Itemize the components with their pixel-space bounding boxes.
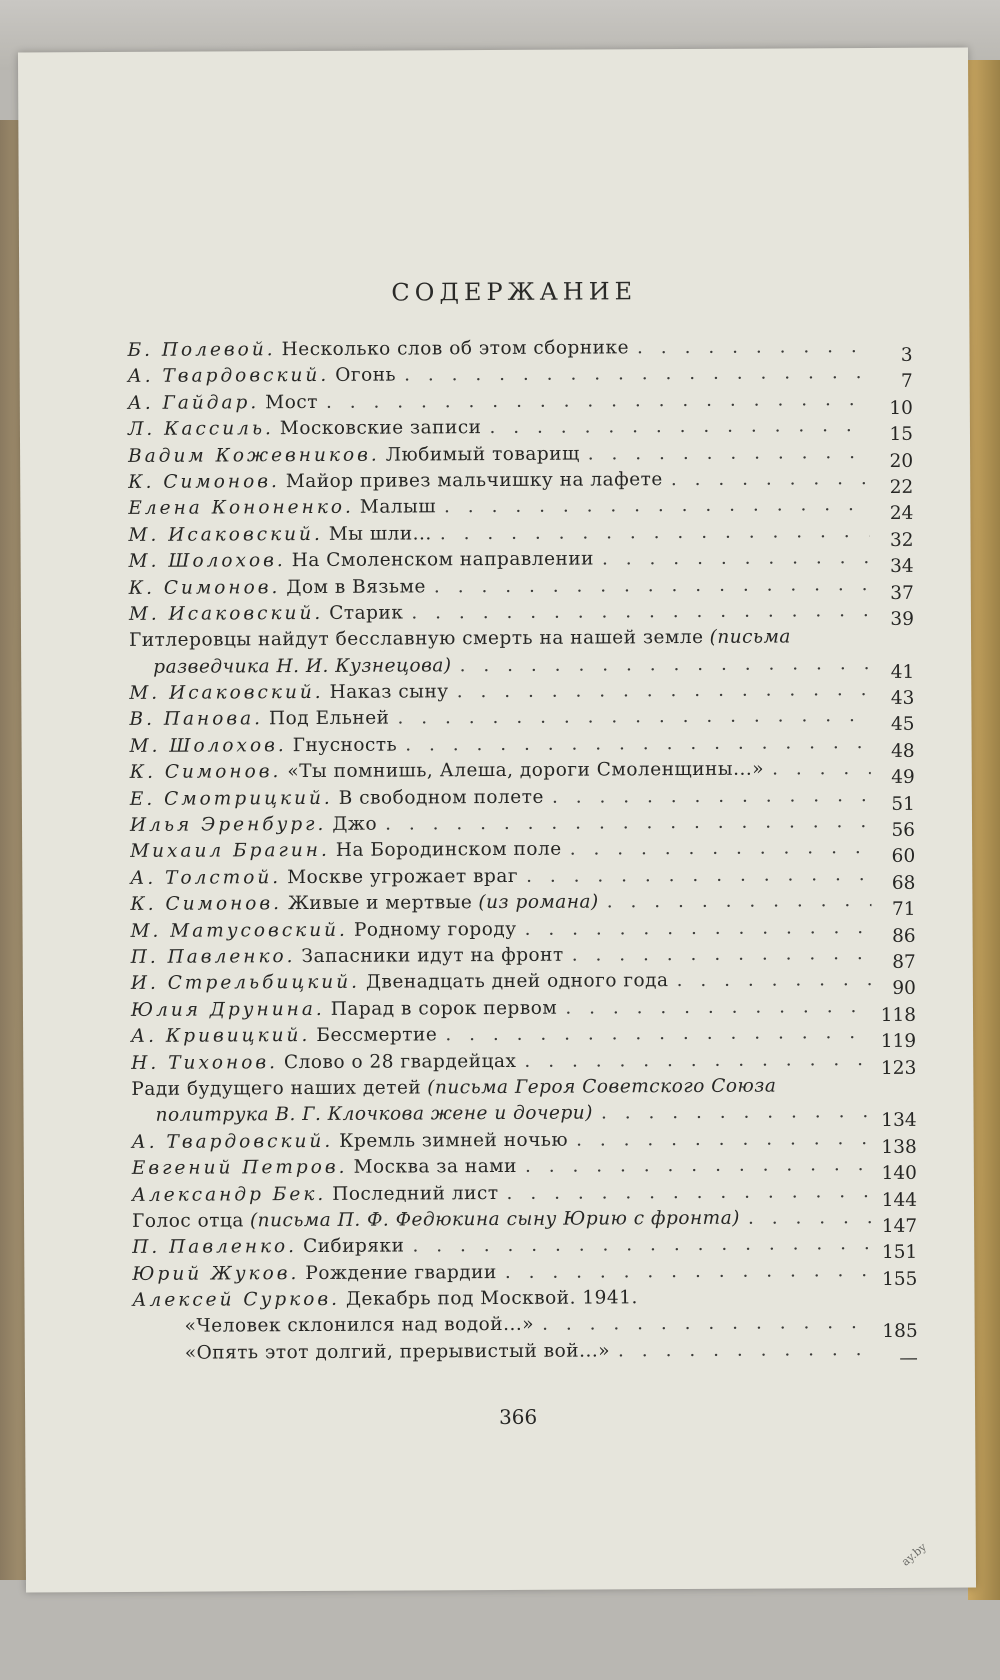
dot-leader bbox=[588, 442, 869, 464]
toc-entry bbox=[129, 705, 914, 736]
toc-entry-page: 51 bbox=[891, 793, 915, 815]
toc-entry-author: Н. Тихонов. bbox=[131, 1051, 279, 1074]
toc-entry-author: А. Толстой. bbox=[130, 866, 282, 889]
toc-entry-author: П. Павленко. bbox=[130, 946, 296, 968]
toc-entry bbox=[131, 1101, 916, 1132]
toc-entry bbox=[132, 1154, 917, 1185]
toc-entry bbox=[130, 811, 915, 842]
toc-entry bbox=[128, 415, 913, 446]
toc-entry-author: Л. Кассиль. bbox=[127, 418, 274, 441]
toc-entry-note: разведчика Н. И. Кузнецова) bbox=[153, 654, 452, 678]
toc-entry-page: 45 bbox=[890, 714, 915, 736]
toc-entry-page: 39 bbox=[890, 608, 915, 630]
toc-entry-title: На Бородинском поле bbox=[335, 839, 562, 862]
toc-entry-note: (письма bbox=[709, 626, 791, 649]
toc-entry-page: 7 bbox=[900, 371, 913, 393]
dot-leader bbox=[440, 521, 870, 544]
toc-entry-page: 15 bbox=[889, 423, 914, 446]
dot-leader bbox=[385, 811, 871, 835]
book-page bbox=[18, 48, 976, 1593]
toc-entry-note: политрука В. Г. Клочкова жене и дочери) bbox=[155, 1102, 593, 1127]
toc-entry-page: 48 bbox=[891, 740, 915, 762]
toc-entry-page: 185 bbox=[882, 1321, 918, 1343]
toc-entry-page: 86 bbox=[892, 925, 916, 947]
dot-leader bbox=[572, 943, 872, 966]
toc-entry bbox=[131, 996, 916, 1027]
toc-entry-title: Кремль зимней ночью bbox=[339, 1129, 569, 1152]
toc-entry bbox=[130, 864, 915, 895]
toc-entry-title: Москва за нами bbox=[353, 1156, 518, 1178]
toc-entry-note: (письма П. Ф. Федюкина сыну Юрию с фронта) bbox=[249, 1207, 741, 1232]
toc-entry bbox=[131, 916, 916, 947]
dot-leader bbox=[607, 890, 872, 912]
toc-entry-title: Дом в Вязьме bbox=[286, 575, 426, 598]
toc-entry bbox=[131, 1075, 916, 1106]
toc-entry bbox=[131, 1022, 916, 1053]
dot-leader bbox=[506, 1181, 873, 1204]
toc-entry-title: Мост bbox=[265, 391, 319, 413]
toc-entry-title: Родному городу bbox=[353, 918, 517, 941]
toc-entry-page: 10 bbox=[889, 397, 913, 419]
toc-entry bbox=[128, 494, 913, 525]
toc-entry-page: 71 bbox=[891, 899, 916, 921]
toc-entry-page: 147 bbox=[881, 1215, 918, 1237]
toc-entry-author: М. Шолохов. bbox=[129, 734, 287, 757]
toc-entry-title: Последний лист bbox=[332, 1182, 499, 1205]
toc-entry-author: Евгений Петров. bbox=[131, 1156, 348, 1180]
toc-entry-author: М. Исаковский. bbox=[128, 523, 323, 546]
toc-entry-page: 34 bbox=[890, 555, 914, 578]
toc-entry-title: «Опять этот долгий, прерывистый вой...» bbox=[184, 1340, 611, 1364]
toc-entry-title: Гитлеровцы найдут бесславную смерть на нашей земле bbox=[129, 627, 704, 652]
toc-entry-title: «Человек склонился над водой...» bbox=[184, 1314, 535, 1338]
dot-leader bbox=[542, 1312, 874, 1335]
toc-entry-author: К. Симонов. bbox=[129, 761, 282, 784]
dot-leader bbox=[404, 362, 869, 385]
toc-entry-author: И. Стрельбицкий. bbox=[130, 972, 361, 995]
toc-entry-title: Бессмертие bbox=[316, 1024, 438, 1047]
toc-entry-title: Декабрь под Москвой. 1941. bbox=[345, 1287, 638, 1310]
toc-entry-title: Старик bbox=[329, 602, 404, 624]
toc-entry-page: 60 bbox=[891, 846, 916, 868]
toc-entry bbox=[129, 547, 914, 578]
dot-leader bbox=[397, 706, 870, 729]
toc-entry-page: 3 bbox=[900, 344, 913, 366]
toc-entry bbox=[131, 969, 916, 1000]
toc-entry-author: А. Гайдар. bbox=[127, 392, 260, 414]
dot-leader bbox=[412, 1233, 873, 1256]
toc-entry bbox=[128, 362, 913, 393]
toc-entry-title: Мы шли... bbox=[328, 523, 432, 545]
toc-entry bbox=[130, 732, 915, 763]
toc-entry-title: Гнусность bbox=[292, 734, 398, 756]
dot-leader bbox=[411, 600, 870, 623]
toc-heading: СОДЕРЖАНИЕ bbox=[391, 277, 638, 307]
dot-leader bbox=[565, 996, 872, 1019]
dot-leader bbox=[326, 389, 869, 413]
toc-entry-page: 68 bbox=[891, 872, 916, 894]
toc-entry bbox=[130, 890, 915, 921]
dot-leader bbox=[524, 1049, 872, 1072]
toc-entry-title: Голос отца bbox=[132, 1210, 244, 1232]
toc-entry-title: На Смоленском направлении bbox=[291, 548, 595, 572]
dot-leader bbox=[505, 1260, 874, 1283]
toc-entry-title: Огонь bbox=[335, 364, 397, 387]
toc-entry bbox=[129, 653, 914, 684]
toc-entry-page: — bbox=[899, 1347, 918, 1369]
dot-leader bbox=[618, 1339, 874, 1361]
toc-entry bbox=[129, 600, 914, 631]
dot-leader bbox=[602, 547, 870, 569]
dot-leader bbox=[601, 1101, 873, 1123]
toc-entry-page: 138 bbox=[881, 1136, 917, 1158]
toc-entry-author: М. Исаковский. bbox=[128, 602, 324, 625]
dot-leader bbox=[576, 1128, 873, 1151]
toc-entry-title: Сибиряки bbox=[302, 1235, 405, 1258]
toc-entry bbox=[132, 1128, 917, 1159]
toc-entry bbox=[130, 784, 915, 815]
toc-entry-title: Московские записи bbox=[279, 417, 482, 440]
dot-leader bbox=[772, 758, 871, 780]
toc-entry bbox=[129, 679, 914, 710]
toc-entry-author: Александр Бек. bbox=[131, 1183, 327, 1206]
dot-leader bbox=[489, 415, 869, 438]
dot-leader bbox=[570, 837, 872, 860]
toc-entry-title: Малыш bbox=[359, 496, 437, 519]
dot-leader bbox=[677, 969, 872, 991]
toc-entry bbox=[131, 943, 916, 974]
toc-entry-author: Михаил Брагин. bbox=[130, 840, 330, 863]
toc-entry-title: Под Ельней bbox=[268, 708, 390, 730]
toc-entry-author: М. Матусовский. bbox=[130, 919, 348, 942]
toc-entry-title: Ради будущего наших детей bbox=[131, 1077, 422, 1100]
toc-entry-page: 43 bbox=[890, 687, 915, 710]
toc-entry-page: 49 bbox=[891, 767, 915, 789]
toc-entry-page: 87 bbox=[892, 951, 916, 973]
toc-entry-author: А. Кривицкий. bbox=[131, 1025, 311, 1048]
toc-entry-page: 56 bbox=[891, 819, 916, 841]
toc-entry-author: Юлия Друнина. bbox=[130, 998, 325, 1021]
toc-entry bbox=[133, 1339, 918, 1370]
toc-entry bbox=[130, 837, 915, 868]
dot-leader bbox=[444, 494, 869, 517]
watermark: ay.by bbox=[899, 1540, 929, 1569]
toc-entry-title: Парад в сорок первом bbox=[330, 997, 558, 1020]
toc-entry-title: В свободном полете bbox=[338, 786, 544, 809]
toc-entry bbox=[130, 758, 915, 789]
toc-entry-author: Е. Смотрицкий. bbox=[129, 787, 333, 810]
toc-entry-title: Джо bbox=[332, 813, 378, 835]
toc-entry-author: Алексей Сурков. bbox=[132, 1288, 341, 1311]
toc-entry-title: Живые и мертвые bbox=[287, 892, 473, 915]
toc-entry-note: (письма Героя Советского Союза bbox=[427, 1075, 777, 1099]
toc-entry-author: Илья Эренбург. bbox=[129, 813, 327, 836]
toc-entry bbox=[128, 441, 913, 472]
toc-entry-title: Запасники идут на фронт bbox=[301, 944, 564, 968]
toc-entry-page: 32 bbox=[889, 529, 914, 551]
toc-entry-author: Вадим Кожевников. bbox=[128, 444, 380, 467]
toc-entry bbox=[132, 1207, 917, 1238]
toc-entry-author: К. Симонов. bbox=[130, 893, 283, 916]
toc-entry-page: 22 bbox=[889, 476, 914, 498]
toc-entry-author: П. Павленко. bbox=[132, 1236, 298, 1259]
toc-entry bbox=[129, 626, 914, 657]
toc-entry bbox=[131, 1048, 916, 1079]
toc-entry-author: К. Симонов. bbox=[128, 471, 280, 493]
toc-entry-author: М. Исаковский. bbox=[129, 681, 324, 705]
toc-entry bbox=[127, 336, 912, 367]
toc-entry-page: 37 bbox=[890, 582, 914, 604]
toc-entry bbox=[128, 521, 913, 552]
toc-entry-page: 20 bbox=[889, 450, 914, 472]
dot-leader bbox=[525, 1154, 873, 1177]
toc-entry-page: 123 bbox=[880, 1057, 917, 1079]
toc-entry-page: 134 bbox=[881, 1110, 917, 1132]
toc-entry-page: 118 bbox=[880, 1004, 917, 1026]
dot-leader bbox=[552, 785, 871, 808]
dot-leader bbox=[526, 864, 871, 887]
toc-entry-title: Москве угрожает враг bbox=[287, 865, 519, 888]
toc-entry-page: 90 bbox=[892, 978, 916, 1000]
toc-entry-page: 119 bbox=[880, 1030, 917, 1053]
toc-entry-author: М. Шолохов. bbox=[128, 550, 286, 573]
dot-leader bbox=[748, 1207, 873, 1229]
toc-list bbox=[127, 336, 917, 1369]
toc-entry-title: Несколько слов об этом сборнике bbox=[281, 337, 630, 361]
toc-entry-author: А. Твардовский. bbox=[127, 365, 330, 388]
toc-entry-page: 24 bbox=[889, 503, 914, 525]
dot-leader bbox=[525, 917, 872, 940]
dot-leader bbox=[637, 336, 869, 358]
toc-entry-title: Наказ сыну bbox=[329, 681, 449, 703]
toc-entry-author: Б. Полевой. bbox=[127, 339, 276, 361]
toc-entry-title: Рождение гвардии bbox=[305, 1261, 497, 1284]
dot-leader bbox=[445, 1022, 872, 1045]
toc-entry-page: 151 bbox=[881, 1242, 918, 1264]
toc-entry-author: К. Симонов. bbox=[128, 576, 281, 599]
toc-entry bbox=[132, 1233, 917, 1264]
dot-leader bbox=[671, 468, 870, 490]
dot-leader bbox=[434, 574, 870, 597]
toc-entry bbox=[132, 1286, 917, 1317]
toc-entry bbox=[132, 1180, 917, 1211]
dot-leader bbox=[460, 653, 871, 676]
toc-entry-page: 41 bbox=[890, 661, 915, 683]
toc-entry-author: В. Панова. bbox=[129, 708, 264, 731]
toc-entry-author: А. Твардовский. bbox=[131, 1130, 334, 1153]
toc-entry bbox=[128, 389, 913, 420]
page-number: 366 bbox=[498, 1404, 538, 1429]
toc-entry-note: (из романа) bbox=[478, 891, 599, 914]
toc-entry bbox=[133, 1312, 918, 1343]
toc-entry-title: Слово о 28 гвардейцах bbox=[283, 1050, 517, 1073]
toc-entry-title: Майор привез мальчишку на лафете bbox=[285, 469, 663, 493]
toc-entry-page: 155 bbox=[882, 1268, 918, 1290]
toc-entry-title: «Ты помнишь, Алеша, дороги Смоленщины...» bbox=[287, 758, 765, 783]
dot-leader bbox=[405, 732, 871, 755]
toc-entry bbox=[132, 1259, 917, 1290]
toc-entry-page: 140 bbox=[881, 1162, 917, 1185]
toc-entry-page: 144 bbox=[881, 1189, 918, 1211]
toc-entry-author: Юрий Жуков. bbox=[132, 1262, 300, 1285]
toc-entry bbox=[128, 468, 913, 499]
toc-entry-author: Елена Кононенко. bbox=[128, 497, 354, 520]
toc-entry-title: Двенадцать дней одного года bbox=[365, 970, 669, 994]
dot-leader bbox=[457, 679, 871, 702]
toc-entry-title: Любимый товарищ bbox=[385, 443, 580, 466]
toc-entry bbox=[129, 573, 914, 604]
